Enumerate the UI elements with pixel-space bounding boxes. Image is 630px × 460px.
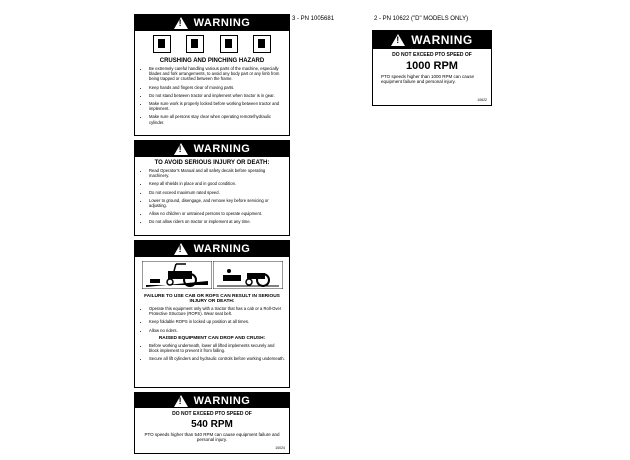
bullet-list bbox=[135, 168, 289, 225]
bullet-item: • Allow no riders. bbox=[149, 328, 285, 333]
decal-code: 10024 bbox=[275, 446, 285, 450]
pto-line: DO NOT EXCEED PTO SPEED OF bbox=[172, 411, 252, 417]
warning-triangle-icon bbox=[174, 143, 188, 155]
decal-header bbox=[135, 141, 289, 157]
subheading: CRUSHING AND PINCHING HAZARD bbox=[159, 58, 265, 64]
bullet-item: • Make sure work is properly locked before working between tractor and implement. bbox=[149, 101, 285, 111]
warning-triangle-icon bbox=[174, 243, 188, 255]
subheading: FAILURE TO USE CAB OR ROPS CAN RESULT IN SERIOUS INJURY OR DEATH: bbox=[144, 294, 280, 304]
warning-triangle-icon bbox=[174, 395, 188, 407]
header-text: WARNING bbox=[193, 394, 251, 407]
rollover-tractor-icon bbox=[142, 261, 212, 289]
decal-1000-rpm bbox=[372, 30, 492, 106]
pictogram-row bbox=[135, 257, 289, 291]
bullet-list-2 bbox=[135, 343, 289, 362]
subheading-2: RAISED EQUIPMENT CAN DROP AND CRUSH: bbox=[158, 335, 266, 341]
bullet-item: • Keep all shields in place and in good condition. bbox=[149, 181, 285, 186]
hand-crush-icon bbox=[153, 35, 171, 53]
pinch-point-icon bbox=[186, 35, 204, 53]
bullet-list bbox=[135, 306, 289, 333]
header-text: WARNING bbox=[193, 143, 251, 155]
warning-triangle-icon bbox=[391, 34, 405, 46]
part-label-2: 2 - PN 10622 ("D" MODELS ONLY) bbox=[374, 16, 469, 22]
pto-note: PTO speeds higher than 1000 RPM can cause equipment failure and personal injury. bbox=[381, 74, 474, 84]
decal-header bbox=[373, 31, 491, 49]
bullet-item: • Make sure all persons stay clear when operating remote/hydraulic cylinder. bbox=[149, 114, 285, 124]
header-text: WARNING bbox=[411, 33, 473, 47]
bullet-item: • Operate this equipment only with a tractor that has a cab or a Roll-Over Protective Structure (ROPS). Wear seat belt. bbox=[149, 306, 285, 316]
hand-pinch-icon bbox=[220, 35, 238, 53]
decal-code: 10622 bbox=[477, 98, 487, 102]
decal-serious-injury bbox=[134, 140, 290, 236]
bullet-item: • Read Operator's Manual and all safety decals before operating machinery. bbox=[149, 168, 285, 178]
bullet-item: • Keep hands and fingers clear of moving parts. bbox=[149, 85, 285, 90]
bullet-item: • Do not exceed maximum rated speed. bbox=[149, 190, 285, 195]
bullet-item: • Allow no children or untrained persons to operate equipment. bbox=[149, 211, 285, 216]
bullet-item: • Do not allow riders on tractor or implement at any time. bbox=[149, 219, 285, 224]
subheading: TO AVOID SERIOUS INJURY OR DEATH: bbox=[154, 160, 270, 166]
decal-header bbox=[135, 393, 289, 408]
pto-line: DO NOT EXCEED PTO SPEED OF bbox=[392, 52, 472, 58]
bullet-item: • Before working underneath, lower all lifted implements securely and block implement to prevent it from falling. bbox=[149, 343, 285, 353]
header-text: WARNING bbox=[193, 17, 251, 29]
body-crush-icon bbox=[253, 35, 271, 53]
bullet-item: • Do not stand between tractor and implement when tractor is in gear. bbox=[149, 93, 285, 98]
part-label-3: 3 - PN 1005681 bbox=[292, 16, 335, 22]
decal-540-rpm bbox=[134, 392, 290, 454]
warning-triangle-icon bbox=[174, 17, 188, 29]
pictogram-row bbox=[135, 31, 289, 55]
bullet-item: • Lower to ground, disengage, and remove key before servicing or adjusting. bbox=[149, 198, 285, 208]
decal-rollover bbox=[134, 240, 290, 388]
crush-tractor-icon bbox=[213, 261, 283, 289]
bullet-item: • Secure all lift cylinders and hydraulic controls before working underneath. bbox=[149, 356, 285, 361]
bullet-list bbox=[135, 66, 289, 125]
header-text: WARNING bbox=[193, 243, 251, 255]
decal-header bbox=[135, 241, 289, 257]
rpm-value: 540 RPM bbox=[191, 419, 233, 430]
bullet-item: • Be extremely careful handling various parts of the machine, especially blades and fork arrangements, to avoid any body part or any limb from being trapped or crushed between the frame. bbox=[149, 66, 285, 82]
rpm-value: 1000 RPM bbox=[406, 60, 458, 72]
decal-header bbox=[135, 15, 289, 31]
decal-crushing-hazard bbox=[134, 14, 290, 136]
bullet-item: • Keep foldable ROPS in locked up position at all times. bbox=[149, 319, 285, 324]
pto-note: PTO speeds higher than 540 RPM can cause equipment failure and personal injury. bbox=[144, 432, 280, 442]
